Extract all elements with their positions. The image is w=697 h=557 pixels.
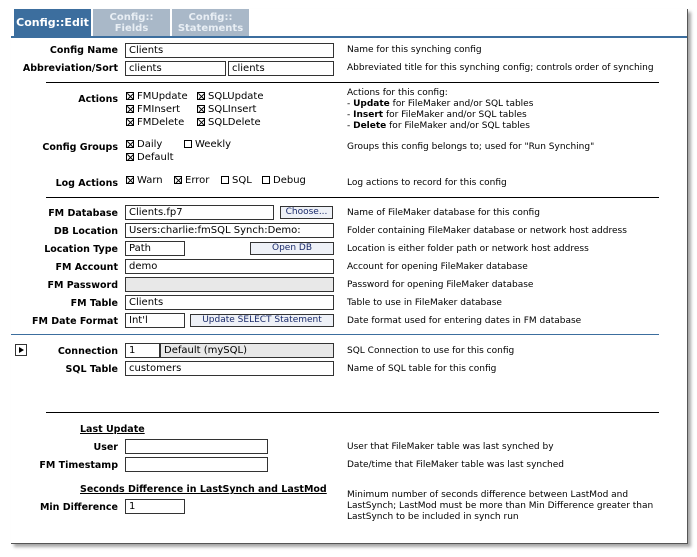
divider — [46, 412, 659, 413]
tab-bar — [11, 9, 687, 37]
daily-checkbox[interactable] — [126, 139, 162, 151]
db-location-field[interactable]: Users:charlie:fmSQL Synch:Demo: — [125, 223, 334, 238]
tab-label: Fields — [114, 23, 149, 34]
sql-table-label: SQL Table — [65, 364, 118, 375]
actions-desc-update: - Update for FileMaker and/or SQL tables — [347, 99, 534, 109]
log-actions-label: Log Actions — [55, 178, 118, 189]
sqlupdate-checkbox[interactable] — [197, 91, 264, 103]
tab-label: Config:: — [188, 12, 233, 23]
fm-database-desc: Name of FileMaker database for this config — [347, 208, 540, 218]
fm-password-desc: Password for opening FileMaker database — [347, 280, 534, 290]
checkbox-box — [184, 140, 192, 148]
sort-field[interactable]: clients — [228, 61, 334, 76]
tab-label: Config::Edit — [16, 16, 89, 29]
checkbox-label: SQLDelete — [208, 117, 261, 128]
tab-label: Statements — [177, 23, 244, 34]
config-name-label: Config Name — [49, 45, 118, 56]
fm-timestamp-desc: Date/time that FileMaker table was last synched — [347, 460, 565, 470]
abbreviation-label: Abbreviation/Sort — [22, 63, 118, 74]
location-type-desc: Location is either folder path or network host address — [347, 244, 589, 254]
checkbox-label: Error — [185, 175, 210, 186]
checkbox-label: SQL — [232, 175, 252, 186]
divider — [11, 334, 659, 335]
fm-table-field[interactable]: Clients — [125, 295, 334, 310]
fm-account-field[interactable]: demo — [125, 259, 334, 274]
checkbox-box — [126, 92, 134, 100]
fm-date-format-label: FM Date Format — [31, 316, 118, 327]
fm-timestamp-label: FM Timestamp — [39, 460, 118, 471]
location-type-label: Location Type — [44, 244, 118, 255]
checkbox-box — [221, 176, 229, 184]
open-db-button[interactable]: Open DB — [250, 242, 334, 255]
actions-desc-delete: - Delete for FileMaker and/or SQL tables — [347, 121, 530, 131]
seconds-difference-title: Seconds Difference in LastSynch and LastMod — [80, 484, 327, 495]
checkbox-label: Default — [137, 152, 174, 163]
fm-password-label: FM Password — [47, 280, 118, 291]
actions-label: Actions — [78, 94, 118, 105]
checkbox-label: Daily — [137, 139, 163, 150]
divider — [46, 197, 659, 198]
sql-table-desc: Name of SQL table for this config — [347, 364, 497, 374]
config-name-desc: Name for this synching config — [347, 45, 482, 55]
config-name-field[interactable]: Clients — [125, 43, 334, 58]
fminsert-checkbox[interactable] — [126, 104, 180, 116]
fmdelete-checkbox[interactable] — [126, 117, 184, 129]
user-desc: User that FileMaker table was last synched by — [347, 442, 554, 452]
checkbox-label: SQLUpdate — [208, 91, 264, 102]
tab-config-edit[interactable] — [14, 9, 91, 37]
checkbox-box — [197, 105, 205, 113]
actions-desc-intro: Actions for this config: — [347, 88, 448, 98]
min-difference-label: Min Difference — [39, 502, 118, 513]
min-difference-field[interactable]: 1 — [125, 499, 185, 514]
checkbox-label: Weekly — [195, 139, 232, 150]
connection-name-field: Default (mySQL) — [160, 343, 334, 358]
actions-desc-insert: - Insert for FileMaker and/or SQL tables — [347, 110, 527, 120]
checkbox-label: SQLInsert — [208, 104, 257, 115]
db-location-label: DB Location — [53, 226, 118, 237]
db-location-desc: Folder containing FileMaker database or network host address — [347, 226, 627, 236]
last-update-title: Last Update — [80, 424, 145, 435]
sql-checkbox[interactable] — [221, 175, 252, 187]
fm-date-format-desc: Date format used for entering dates in FM database — [347, 316, 582, 326]
checkbox-label: FMDelete — [137, 117, 185, 128]
checkbox-box — [262, 176, 270, 184]
warn-checkbox[interactable] — [126, 175, 163, 187]
fm-password-field[interactable] — [125, 277, 334, 292]
fm-database-label: FM Database — [48, 208, 118, 219]
checkbox-box — [174, 176, 182, 184]
min-difference-desc: Minimum number of seconds difference between LastMod and LastSynch; LastMod must be more than Min Difference greater than LastSynch to be included in synch run — [347, 490, 654, 522]
sql-table-field[interactable]: customers — [125, 361, 334, 376]
error-checkbox[interactable] — [174, 175, 209, 187]
fm-date-format-field[interactable]: Int'l — [125, 313, 185, 328]
abbreviation-desc: Abbreviated title for this synching config; controls order of synching — [347, 63, 654, 73]
choose-button[interactable]: Choose... — [280, 206, 333, 219]
checkbox-box — [126, 176, 134, 184]
update-select-statement-button[interactable]: Update SELECT Statement — [190, 314, 334, 327]
fm-timestamp-field[interactable] — [125, 457, 268, 472]
fm-table-label: FM Table — [70, 298, 118, 309]
sqlinsert-checkbox[interactable] — [197, 104, 256, 116]
config-groups-desc: Groups this config belongs to; used for "Run Synching" — [347, 142, 595, 152]
checkbox-box — [126, 105, 134, 113]
checkbox-label: FMUpdate — [137, 91, 188, 102]
divider — [46, 82, 659, 83]
actions-desc — [347, 88, 533, 132]
fm-database-field[interactable]: Clients.fp7 — [125, 205, 274, 220]
config-groups-label: Config Groups — [42, 142, 118, 153]
checkbox-label: Debug — [273, 175, 306, 186]
fm-table-desc: Table to use in FileMaker database — [347, 298, 502, 308]
abbreviation-field[interactable]: clients — [125, 61, 226, 76]
checkbox-box — [197, 118, 205, 126]
debug-checkbox[interactable] — [262, 175, 306, 187]
sqldelete-checkbox[interactable] — [197, 117, 261, 129]
user-label: User — [93, 442, 118, 453]
tab-config-fields[interactable] — [93, 9, 170, 37]
checkbox-label: Warn — [137, 175, 163, 186]
tab-config-statements[interactable] — [172, 9, 249, 37]
fmupdate-checkbox[interactable] — [126, 91, 188, 103]
fm-account-label: FM Account — [55, 262, 118, 273]
user-field[interactable] — [125, 439, 268, 454]
go-to-connection-arrow-icon[interactable] — [15, 344, 27, 356]
checkbox-label: FMInsert — [137, 104, 181, 115]
checkbox-box — [197, 92, 205, 100]
tab-underline — [11, 36, 687, 38]
location-type-field[interactable]: Path — [125, 241, 185, 256]
checkbox-box — [126, 153, 134, 161]
checkbox-box — [126, 140, 134, 148]
checkbox-box — [126, 118, 134, 126]
tab-label: Config:: — [109, 12, 154, 23]
connection-id-field[interactable]: 1 — [125, 343, 160, 358]
fm-account-desc: Account for opening FileMaker database — [347, 262, 528, 272]
connection-label: Connection — [57, 346, 118, 357]
log-actions-desc: Log actions to record for this config — [347, 178, 507, 188]
default-checkbox[interactable] — [126, 152, 174, 164]
connection-desc: SQL Connection to use for this config — [347, 346, 515, 356]
weekly-checkbox[interactable] — [184, 139, 231, 151]
